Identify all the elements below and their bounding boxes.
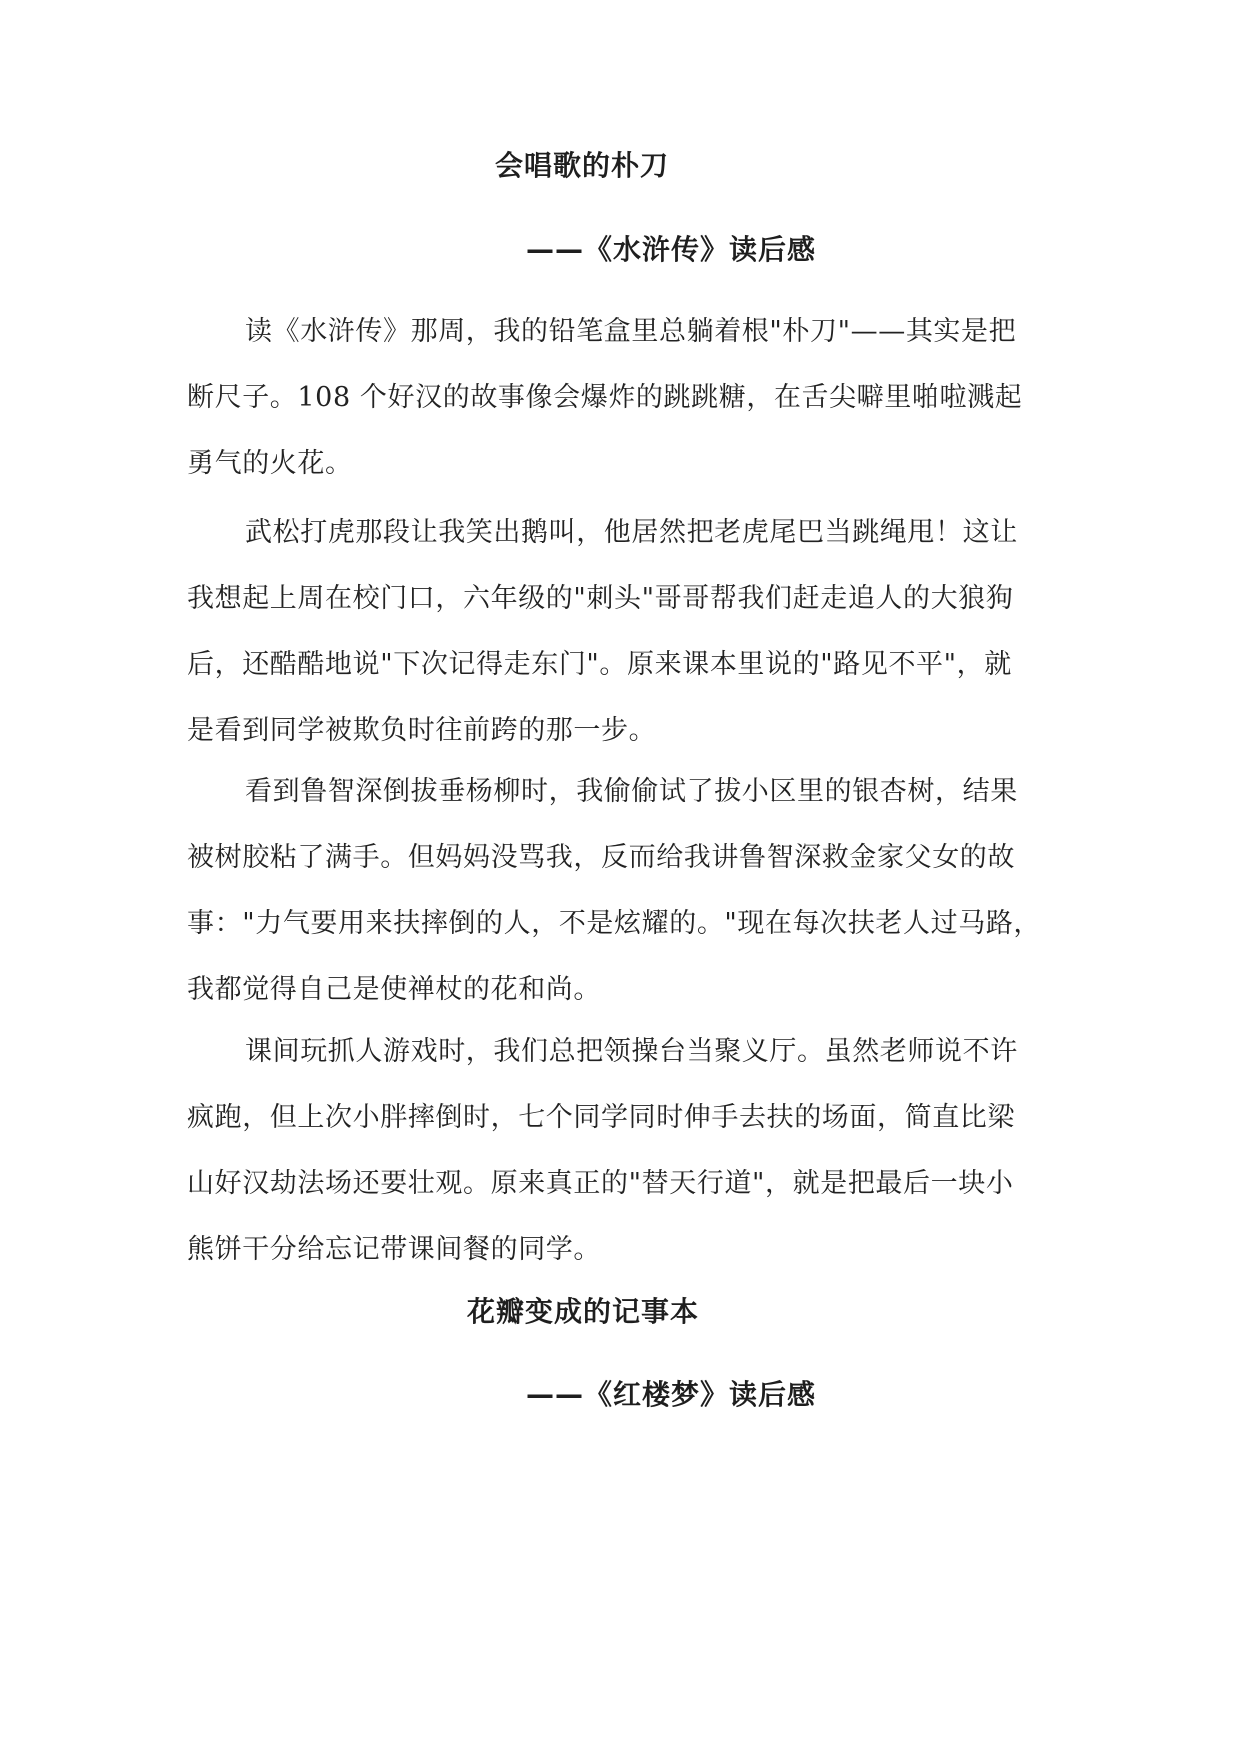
paragraph-line: 是看到同学被欺负时往前跨的那一步。 [187, 715, 657, 746]
essay-subtitle-2: ——《红楼梦》读后感 [526, 1378, 817, 1411]
essay-title-2: 花瓣变成的记事本 [467, 1295, 700, 1328]
paragraph-line: 山好汉劫法场还要壮观。原来真正的"替天行道"，就是把最后一块小 [187, 1168, 1014, 1199]
essay-subtitle-1: ——《水浒传》读后感 [526, 233, 817, 266]
paragraph-line: 熊饼干分给忘记带课间餐的同学。 [187, 1234, 601, 1265]
paragraph-line: 课间玩抓人游戏时，我们总把领操台当聚义厅。虽然老师说不许 [245, 1036, 1018, 1067]
paragraph-line: 断尺子。108 个好汉的故事像会爆炸的跳跳糖，在舌尖噼里啪啦溅起 [187, 382, 1023, 413]
paragraph-line: 读《水浒传》那周，我的铅笔盒里总躺着根"朴刀"——其实是把 [245, 316, 1017, 347]
paragraph-line: 勇气的火花。 [187, 448, 353, 479]
essay-title-1: 会唱歌的朴刀 [495, 149, 670, 182]
paragraph-line: 我都觉得自己是使禅杖的花和尚。 [187, 974, 601, 1005]
paragraph-3 [187, 759, 1057, 1023]
paragraph-line: 后，还酷酷地说"下次记得走东门"。原来课本里说的"路见不平"，就 [187, 649, 1012, 680]
paragraph-line: 事："力气要用来扶摔倒的人，不是炫耀的。"现在每次扶老人过马路， [187, 908, 1042, 939]
paragraph-line: 武松打虎那段让我笑出鹅叫，他居然把老虎尾巴当跳绳甩！这让 [245, 517, 1018, 548]
paragraph-line: 被树胶粘了满手。但妈妈没骂我，反而给我讲鲁智深救金家父女的故 [187, 842, 1015, 873]
paragraph-2 [187, 500, 1057, 764]
paragraph-line: 看到鲁智深倒拔垂杨柳时，我偷偷试了拔小区里的银杏树，结果 [245, 776, 1018, 807]
paragraph-line: 我想起上周在校门口，六年级的"刺头"哥哥帮我们赶走追人的大狼狗 [187, 583, 1014, 614]
paragraph-line: 疯跑，但上次小胖摔倒时，七个同学同时伸手去扶的场面，简直比梁 [187, 1102, 1015, 1133]
paragraph-4 [187, 1019, 1057, 1283]
paragraph-1 [187, 299, 1057, 497]
